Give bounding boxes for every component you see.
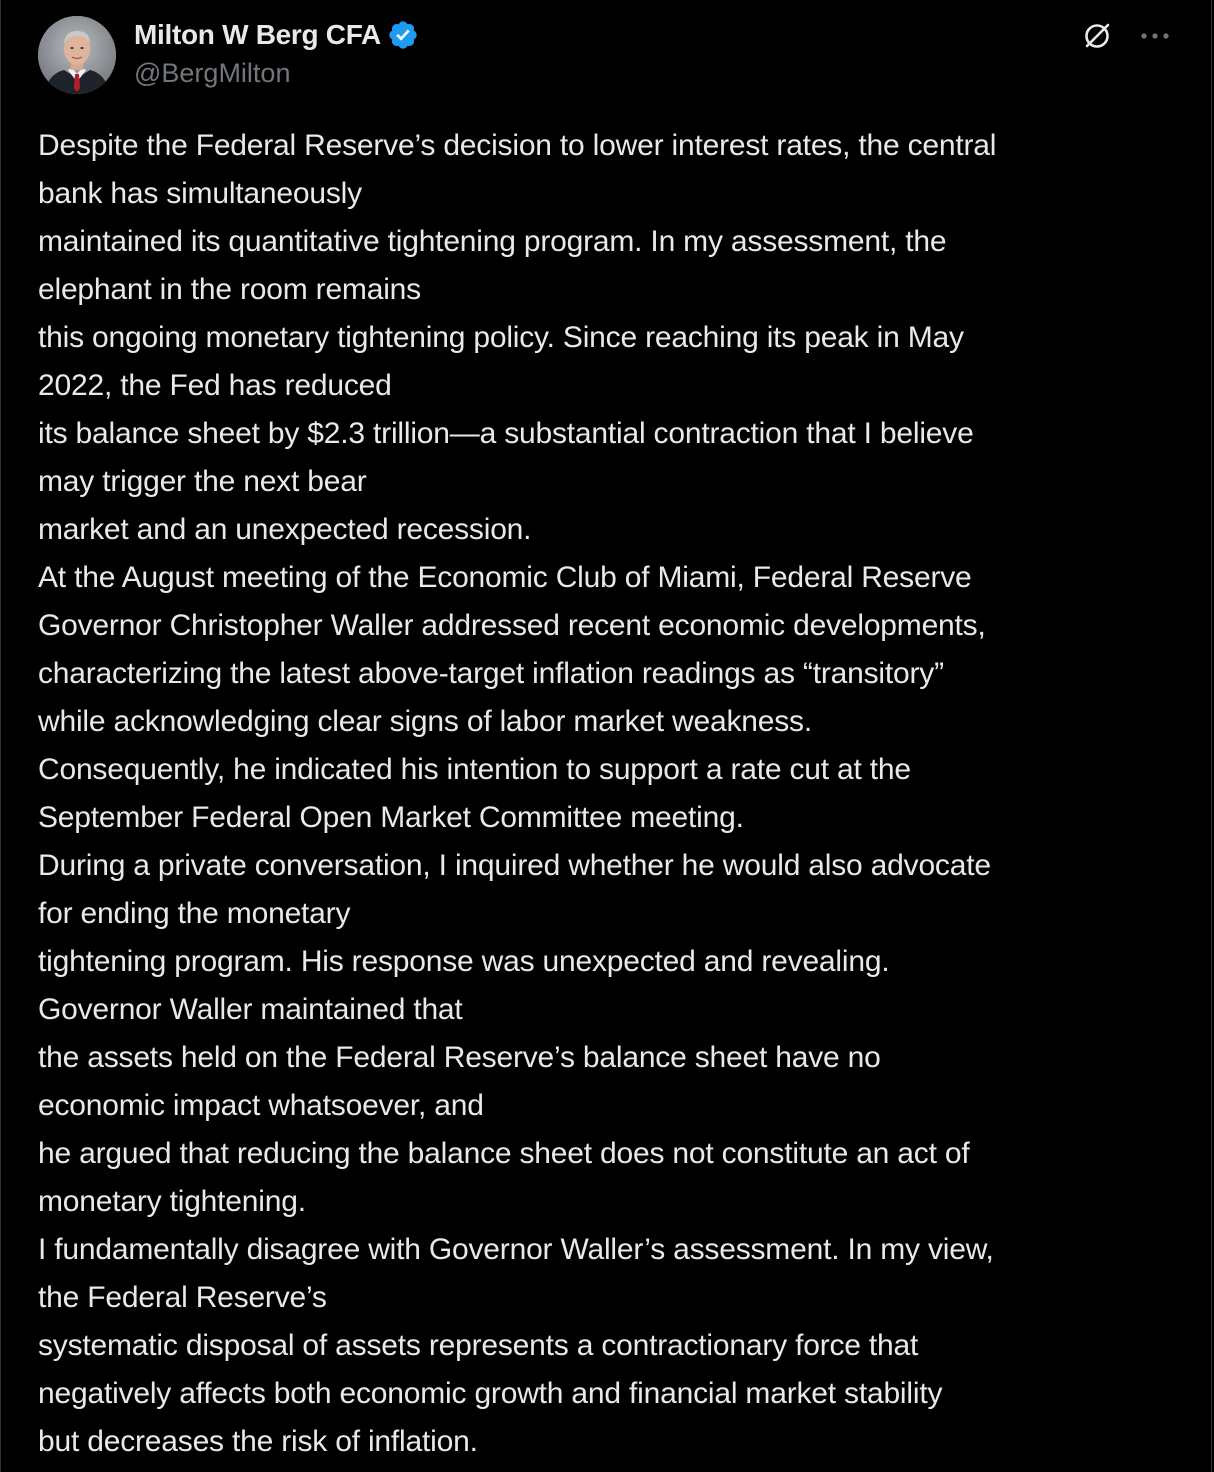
tweet-text-line: During a private conversation, I inquired whether he would also advocate (38, 849, 991, 882)
tweet-text-line: the assets held on the Federal Reserve’s balance sheet have no (38, 1041, 881, 1074)
tweet-text-line: September Federal Open Market Committee meeting. (38, 801, 744, 834)
tweet-text-line: Despite the Federal Reserve’s decision to lower interest rates, the central (38, 129, 997, 162)
more-options-button[interactable] (1135, 18, 1175, 54)
tweet-text-line: negatively affects both economic growth and financial market stability (38, 1377, 943, 1410)
tweet-text-line: its balance sheet by $2.3 trillion—a substantial contraction that I believe (38, 417, 974, 450)
tweet-text-line: Consequently, he indicated his intention to support a rate cut at the (38, 753, 911, 786)
tweet-text-line: characterizing the latest above-target inflation readings as “transitory” (38, 657, 944, 690)
tweet-text-line: systematic disposal of assets represents a contractionary force that (38, 1329, 919, 1362)
tweet-text-line: At the August meeting of the Economic Club of Miami, Federal Reserve (38, 561, 972, 594)
tweet-text-line: elephant in the room remains (38, 273, 421, 306)
author-display-name[interactable]: Milton W Berg CFA (134, 19, 381, 50)
tweet-text-line: but decreases the risk of inflation. (38, 1425, 478, 1458)
tweet-text-line: monetary tightening. (38, 1185, 306, 1218)
author-handle[interactable]: @BergMilton (134, 58, 291, 88)
tweet-text-line: bank has simultaneously (38, 177, 362, 210)
tweet-text-line: this ongoing monetary tightening policy. Since reaching its peak in May (38, 321, 964, 354)
tweet-text-line: may trigger the next bear (38, 465, 367, 498)
tweet-text-line: while acknowledging clear signs of labor market weakness. (38, 705, 812, 738)
tweet-text-line: market and an unexpected recession. (38, 513, 532, 546)
verified-badge-icon[interactable] (387, 19, 419, 51)
tweet-text-line: for ending the monetary (38, 897, 351, 930)
tweet-text-line: I fundamentally disagree with Governor Waller’s assessment. In my view, (38, 1233, 994, 1266)
profile-photo-icon (38, 16, 116, 94)
author-name-row[interactable] (134, 17, 419, 53)
tweet-text-line: 2022, the Fed has reduced (38, 369, 392, 402)
tweet-text-line: Governor Waller maintained that (38, 993, 463, 1026)
more-options-icon (1139, 32, 1171, 40)
tweet-text-line: maintained its quantitative tightening program. In my assessment, the (38, 225, 947, 258)
grok-icon (1082, 21, 1112, 51)
avatar[interactable] (38, 16, 116, 94)
tweet-text-line: he argued that reducing the balance sheet does not constitute an act of (38, 1137, 970, 1170)
tweet-text-line: the Federal Reserve’s (38, 1281, 327, 1314)
tweet-text-line: tightening program. His response was unexpected and revealing. (38, 945, 890, 978)
tweet-text-line: Governor Christopher Waller addressed recent economic developments, (38, 609, 986, 642)
tweet-text-line: economic impact whatsoever, and (38, 1089, 484, 1122)
grok-button[interactable] (1079, 18, 1115, 54)
tweet-text (38, 122, 1188, 1466)
